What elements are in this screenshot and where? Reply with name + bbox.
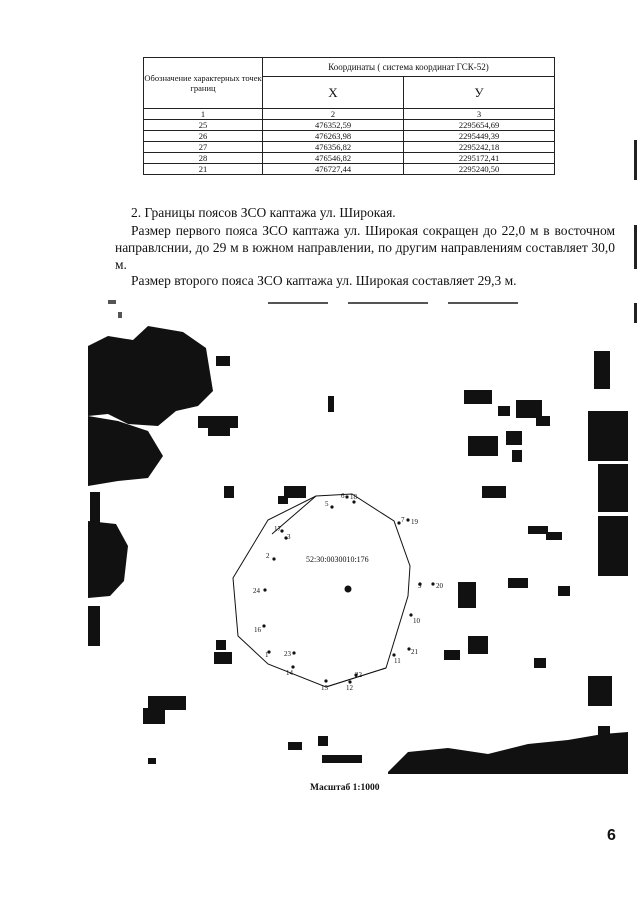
- y-cell: 2295242,18: [404, 142, 555, 153]
- y-cell: 2295449,39: [404, 131, 555, 142]
- boundary-point-2: [272, 557, 275, 560]
- point-label: 2: [266, 552, 270, 560]
- point-label: 12: [346, 684, 353, 692]
- point-label: 7: [401, 516, 405, 524]
- table-row: [144, 131, 555, 142]
- point-label: 24: [253, 587, 260, 595]
- x-cell: 476352,59: [263, 120, 404, 131]
- coords-header: Координаты ( система координат ГСК-52): [263, 58, 555, 77]
- map-scale-label: Масштаб 1:1000: [310, 783, 380, 793]
- table-row: [144, 142, 555, 153]
- scan-edge-mark: [634, 225, 637, 269]
- column-x-header: X: [263, 77, 404, 109]
- point-label: 5: [325, 500, 329, 508]
- point-label: 11: [394, 657, 401, 665]
- point-label: 17: [274, 525, 281, 533]
- point-label: 20: [436, 582, 443, 590]
- point-cell: 28: [144, 153, 263, 164]
- boundary-point-16: [262, 624, 265, 627]
- column-y-header: У: [404, 77, 555, 109]
- point-label: 18: [350, 493, 357, 501]
- point-cell: 27: [144, 142, 263, 153]
- column-number: 1: [144, 109, 263, 120]
- column-number: 3: [404, 109, 555, 120]
- point-label: 9: [418, 582, 422, 590]
- boundary-point-5: [330, 505, 333, 508]
- scan-edge-mark: [634, 303, 637, 323]
- y-cell: 2295240,50: [404, 164, 555, 175]
- point-label: 15: [321, 684, 328, 692]
- parcel-number-label: 52:30:0030010:176: [306, 555, 369, 564]
- well-marker: [345, 586, 352, 593]
- x-cell: 476356,82: [263, 142, 404, 153]
- point-label: 23: [284, 650, 291, 658]
- boundary-point-24: [263, 588, 266, 591]
- point-label: 21: [411, 648, 418, 656]
- point-label: 10: [413, 617, 420, 625]
- table-row: [144, 164, 555, 175]
- table-row: [144, 120, 555, 131]
- point-label: 3: [287, 533, 291, 541]
- point-label: 14: [286, 669, 293, 677]
- zso-boundary-map: [88, 296, 628, 774]
- y-cell: 2295654,69: [404, 120, 555, 131]
- boundary-point-23: [292, 651, 295, 654]
- point-label: 6: [341, 492, 345, 500]
- boundary-point-6: [345, 495, 348, 498]
- map-top-scan-line: [108, 300, 518, 318]
- point-label: 1: [265, 651, 269, 659]
- x-cell: 476727,44: [263, 164, 404, 175]
- point-cell: 26: [144, 131, 263, 142]
- map-background-noise: [88, 326, 628, 774]
- x-cell: 476546,82: [263, 153, 404, 164]
- table-row: [144, 153, 555, 164]
- boundary-point-15: [324, 679, 327, 682]
- point-label: 19: [411, 518, 418, 526]
- coordinates-table: [143, 57, 555, 175]
- designation-header: Обозначение характерных точек границ: [144, 58, 263, 109]
- x-cell: 476263,98: [263, 131, 404, 142]
- point-cell: 25: [144, 120, 263, 131]
- section-heading: 2. Границы поясов ЗСО каптажа ул. Широкая.: [131, 205, 396, 220]
- boundary-point-19: [406, 518, 409, 521]
- y-cell: 2295172,41: [404, 153, 555, 164]
- point-label: 22: [355, 671, 362, 679]
- column-number: 2: [263, 109, 404, 120]
- scan-edge-mark: [634, 140, 637, 180]
- page-number: 6: [607, 827, 616, 844]
- point-label: 16: [254, 626, 261, 634]
- paragraph-second-belt: Размер второго пояса ЗСО каптажа ул. Широкая составляет 29,3 м.: [131, 273, 517, 288]
- point-cell: 21: [144, 164, 263, 175]
- boundary-point-20: [431, 582, 434, 585]
- paragraph-first-belt: Размер первого пояса ЗСО каптажа ул. Широкая сокращен до 22,0 м в восточном направлснии, до 29 м в южном направлении, по другим направлениям составляет 30,0 м.: [115, 223, 615, 272]
